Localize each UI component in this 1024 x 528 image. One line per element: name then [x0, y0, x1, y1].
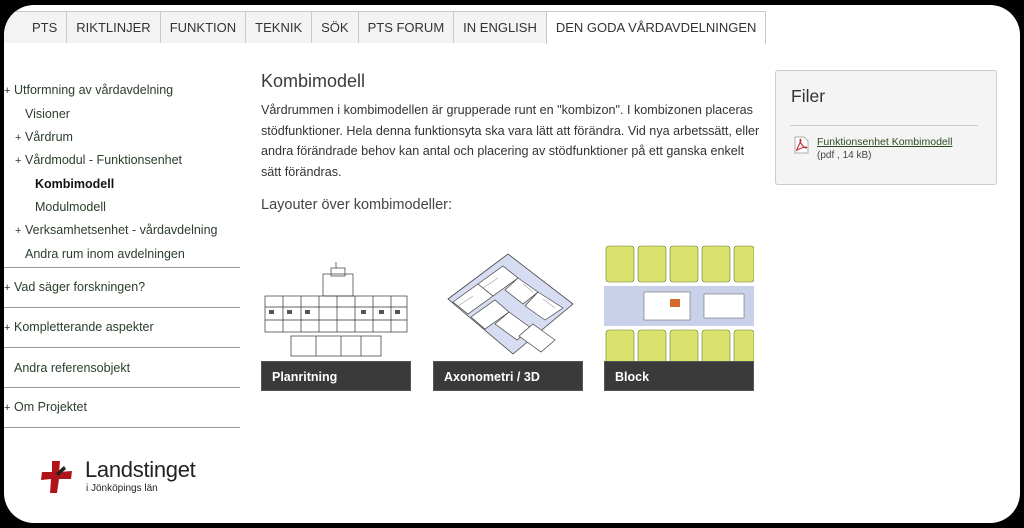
- logo-name: Landstinget: [85, 457, 196, 482]
- pdf-icon: [792, 136, 810, 154]
- file-meta: (pdf , 14 kB): [817, 150, 872, 161]
- sidebar-item-kombimodell[interactable]: Kombimodell: [35, 177, 115, 192]
- sidebar-item-label: Vårdrum: [25, 129, 73, 144]
- sidebar-item-modulmodell[interactable]: Modulmodell: [35, 199, 106, 214]
- expand-icon: +: [4, 85, 11, 97]
- expand-icon: +: [4, 402, 11, 415]
- tab-funktion[interactable]: FUNKTION: [160, 11, 246, 43]
- sidebar-item-vardrum[interactable]: [4, 126, 240, 150]
- expand-icon: +: [15, 131, 22, 144]
- thumb-axonometri[interactable]: [433, 244, 583, 391]
- layout-thumbnails: [261, 244, 761, 394]
- sidebar-item-label: Kompletterande aspekter: [14, 320, 154, 335]
- landstinget-logo[interactable]: [38, 457, 208, 497]
- file-link-funktionsenhet[interactable]: Funktionsenhet Kombimodell: [817, 136, 953, 148]
- sidebar-item-verksamhetsenhet[interactable]: [4, 219, 240, 243]
- sidebar-group-forskning: [4, 268, 240, 308]
- sidebar-group-utformning: [4, 79, 240, 268]
- expand-icon: +: [4, 322, 11, 335]
- thumb-block[interactable]: [604, 244, 754, 391]
- sidebar-item-andra-rum[interactable]: Andra rum inom avdelningen: [25, 246, 185, 261]
- sidebar-item-label: Vad säger forskningen?: [14, 280, 146, 295]
- sidebar-item-label: Vårdmodul - Funktionsenhet: [25, 153, 183, 168]
- tab-teknik[interactable]: TEKNIK: [245, 11, 312, 43]
- expand-icon: +: [15, 224, 22, 237]
- sidebar-item-projekt[interactable]: [4, 387, 87, 428]
- tab-pts[interactable]: PTS: [4, 11, 67, 43]
- tab-pts-forum[interactable]: PTS FORUM: [358, 11, 455, 43]
- main-content: [261, 71, 761, 384]
- sidebar-item-label: Utformning av vårdavdelning: [14, 83, 174, 97]
- files-panel: [775, 70, 997, 185]
- logo-subtitle: i Jönköpings län: [86, 483, 158, 494]
- sidebar-item-vardmodul[interactable]: [4, 149, 240, 173]
- sidebar-group-projekt: [4, 388, 240, 428]
- sidebar-item-forskning[interactable]: [4, 267, 145, 308]
- page-body-text: Vårdrummen i kombimodellen är grupperade runt en "kombizon". I kombizonen placeras stödfunktioner. Hela denna funktionsyta ska vara lätt att förändra. Vid nya arbetssätt, eller andra förändrade behov kan antal och placering av stödfunktioner på ett ganska enkelt sätt förändras.: [261, 103, 760, 180]
- expand-icon: +: [15, 155, 22, 168]
- expand-icon: +: [4, 282, 11, 295]
- sidebar-item-aspekter[interactable]: [4, 307, 154, 348]
- tab-in-english[interactable]: IN ENGLISH: [453, 11, 547, 43]
- sidebar-item-visioner[interactable]: Visioner: [25, 106, 70, 121]
- files-divider: [790, 125, 978, 126]
- tab-riktlinjer[interactable]: RIKTLINJER: [66, 11, 160, 43]
- page-title: Kombimodell: [261, 71, 366, 91]
- thumb-caption: Planritning: [261, 361, 411, 391]
- layouts-heading: Layouter över kombimodeller:: [261, 196, 453, 213]
- landstinget-cross-icon: [38, 457, 78, 497]
- sidebar-menu: [4, 79, 240, 428]
- files-title: Filer: [791, 86, 826, 106]
- tab-sok[interactable]: SÖK: [311, 11, 358, 43]
- sidebar-item-referens[interactable]: Andra referensobjekt: [14, 360, 131, 375]
- sidebar-item-label: Om Projektet: [14, 400, 87, 415]
- sidebar-group-referens: [4, 348, 240, 388]
- thumb-caption: Block: [604, 361, 754, 391]
- top-navigation: [4, 11, 764, 43]
- tab-den-goda-vardavdelningen[interactable]: DEN GODA VÅRDAVDELNINGEN: [546, 11, 767, 44]
- sidebar-item-utformning[interactable]: [4, 79, 240, 103]
- page-frame: [4, 5, 1020, 523]
- thumb-planritning[interactable]: [261, 244, 411, 391]
- sidebar-item-label: Verksamhetsenhet - vårdavdelning: [25, 222, 218, 237]
- thumb-caption: Axonometri / 3D: [433, 361, 583, 391]
- sidebar-group-aspekter: [4, 308, 240, 348]
